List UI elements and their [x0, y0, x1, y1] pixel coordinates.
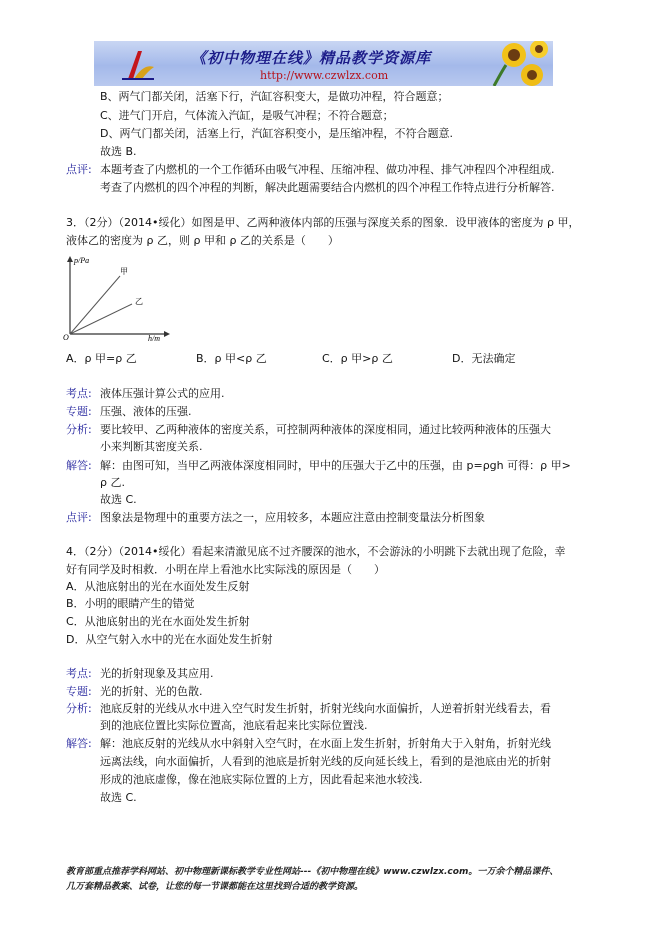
site-logo-icon: [118, 45, 158, 83]
q4-jieda-label: 解答:: [66, 737, 92, 750]
q4-stem-line2: 好有同学及时相救．小明在岸上看池水比实际浅的原因是（ ）: [66, 563, 385, 576]
q3-jieda-line3: 故选 C.: [100, 493, 137, 506]
q4-jieda-line1: 解：池底反射的光线从水中斜射入空气时，在水面上发生折射，折射角大于入射角，折射光线: [100, 737, 551, 750]
footer-line2: 几万套精品教案、试卷，让您的每一节课都能在这里找到合适的教学资源。: [66, 882, 364, 892]
footer-line1: 教育部重点推荐学科网站、初中物理新课标教学专业性网站---《初中物理在线》www.czwlzx.com。一万余个精品课件、: [66, 867, 559, 877]
q2-option-c: C、进气门开启，气体流入汽缸，是吸气冲程；不符合题意；: [100, 109, 394, 122]
q3-option-b: B．ρ 甲<ρ 乙: [196, 352, 267, 365]
q4-jieda-line4: 故选 C.: [100, 791, 137, 804]
q4-fenxi-label: 分析:: [66, 702, 92, 715]
q3-stem-line1: 3．（2分）（2014•绥化）如图是甲、乙两种液体内部的压强与深度关系的图象．设甲液体的密度为 ρ 甲，: [66, 216, 580, 229]
q4-option-a: A．从池底射出的光在水面处发生反射: [66, 580, 250, 593]
q4-jieda-line3: 形成的池底虚像，像在池底实际位置的上方，因此看起来池水较浅.: [100, 773, 423, 786]
q4-option-d: D．从空气射入水中的光在水面处发生折射: [66, 633, 273, 646]
q3-pressure-depth-graph: [60, 254, 172, 342]
q3-option-d: D．无法确定: [452, 352, 516, 365]
q3-fenxi-label: 分析:: [66, 423, 92, 436]
graph-line-yi: [70, 304, 132, 334]
q4-kaodian-label: 考点:: [66, 667, 92, 680]
banner-title: 《初中物理在线》精品教学资源库: [191, 49, 432, 67]
q2-option-b: B、两气门都关闭，活塞下行，汽缸容积变大，是做功冲程，符合题意；: [100, 90, 449, 103]
q3-fenxi-line1: 要比较甲、乙两种液体的密度关系，可控制两种液体的深度相同，通过比较两种液体的压强大: [100, 423, 551, 436]
graph-origin-label: O: [63, 333, 69, 342]
q4-zhuanti: 光的折射、光的色散.: [100, 685, 203, 698]
q4-zhuanti-label: 专题:: [66, 685, 92, 698]
q4-option-c: C．从池底射出的光在水面处发生折射: [66, 615, 250, 628]
header-banner: [94, 41, 553, 86]
y-axis-arrow-icon: [67, 256, 73, 262]
graph-line-jia-label: 甲: [120, 267, 128, 276]
x-axis-arrow-icon: [164, 331, 170, 337]
q2-answer: 故选 B.: [100, 145, 137, 158]
q3-option-a: A．ρ 甲=ρ 乙: [66, 352, 137, 365]
q3-jieda-label: 解答:: [66, 459, 92, 472]
q3-dianping: 图象法是物理中的重要方法之一，应用较多，本题应注意由控制变量法分析图象: [100, 511, 485, 524]
q3-jieda-line2: ρ 乙.: [100, 476, 125, 489]
q3-stem-line2: 液体乙的密度为 ρ 乙，则 ρ 甲和 ρ 乙的关系是（ ）: [66, 234, 339, 247]
q4-option-b: B．小明的眼睛产生的错觉: [66, 597, 195, 610]
graph-x-label: h/m: [148, 334, 160, 342]
q3-zhuanti: 压强、液体的压强.: [100, 405, 192, 418]
q2-comment-line2: 考查了内燃机的四个冲程的判断，解决此题需要结合内燃机的四个冲程工作特点进行分析解答.: [100, 181, 555, 194]
q3-dianping-label: 点评:: [66, 511, 92, 524]
graph-line-jia: [70, 276, 120, 334]
q3-kaodian-label: 考点:: [66, 387, 92, 400]
graph-y-label: p/Pa: [74, 256, 90, 265]
q4-fenxi-line1: 池底反射的光线从水中进入空气时发生折射，折射光线向水面偏折，人逆着折射光线看去，看: [100, 702, 551, 715]
q4-fenxi-line2: 到的池底位置比实际位置高，池底看起来比实际位置浅.: [100, 719, 368, 732]
q3-zhuanti-label: 专题:: [66, 405, 92, 418]
q2-comment-line1: 本题考查了内燃机的一个工作循环由吸气冲程、压缩冲程、做功冲程、排气冲程四个冲程组成.: [100, 163, 555, 176]
q4-jieda-line2: 远离法线，向水面偏折，人看到的池底是折射光线的反向延长线上，看到的是池底由光的折射: [100, 755, 551, 768]
graph-line-yi-label: 乙: [135, 297, 143, 306]
q2-comment-label: 点评:: [66, 163, 92, 176]
q2-option-d: D、两气门都关闭，活塞上行，汽缸容积变小，是压缩冲程，不符合题意.: [100, 127, 453, 140]
q4-kaodian: 光的折射现象及其应用.: [100, 667, 214, 680]
q3-kaodian: 液体压强计算公式的应用.: [100, 387, 225, 400]
q3-option-c: C．ρ 甲>ρ 乙: [322, 352, 393, 365]
q4-stem-line1: 4．（2分）（2014•绥化）看起来清澈见底不过齐腰深的池水，不会游泳的小明跳下去就出现了危险，幸: [66, 545, 566, 558]
q3-fenxi-line2: 小来判断其密度关系.: [100, 440, 203, 453]
sunflower-image: [484, 41, 553, 86]
q3-jieda-line1: 解：由图可知，当甲乙两液体深度相同时，甲中的压强大于乙中的压强，由 p=ρgh 可得：ρ 甲>: [100, 459, 571, 472]
banner-url: http://www.czwlzx.com: [260, 69, 389, 82]
